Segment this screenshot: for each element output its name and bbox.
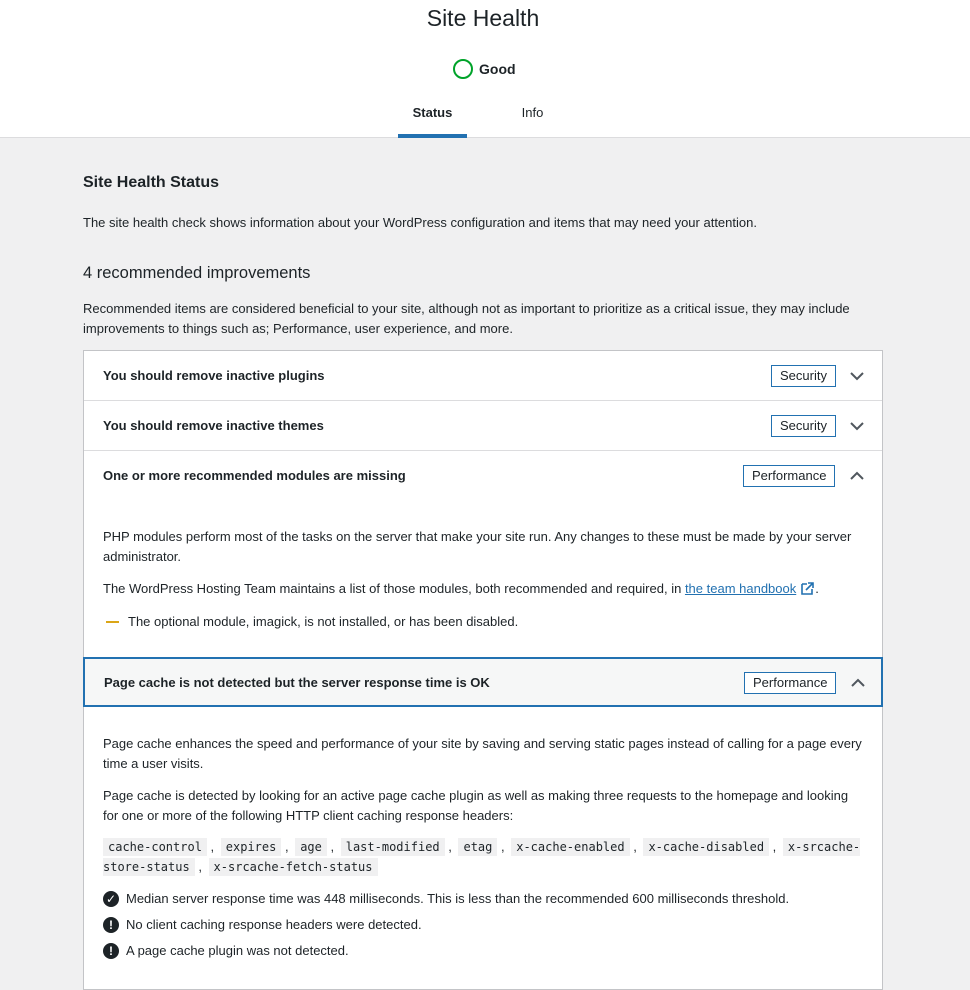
tab-status-label: Status [412, 105, 453, 120]
header-code: last-modified [341, 838, 445, 856]
warning-dash-icon [106, 621, 119, 623]
tab-status[interactable] [398, 103, 467, 138]
issue-title: Page cache is not detected but the server response time is OK [104, 675, 490, 690]
issue-inactive-themes[interactable] [84, 401, 882, 451]
result-no-headers [103, 915, 422, 935]
recommended-description: Recommended items are considered beneficial to your site, although not as important to prioritize as a critical issue, they may include improvements to things such as; Performance, user experience, and more. [83, 301, 850, 336]
section-title: Site Health Status [83, 174, 220, 191]
issue-title: One or more recommended modules are missing [103, 468, 406, 483]
chevron-up-icon [848, 467, 866, 485]
result-text: A page cache plugin was not detected. [126, 943, 349, 958]
issue-page-cache[interactable] [83, 657, 883, 707]
modules-description: PHP modules perform most of the tasks on the server that make your site run. Any changes to these must be made by your server administrator. [103, 529, 852, 564]
category-badge: Performance [743, 465, 835, 487]
handbook-text-suffix: . [815, 581, 819, 596]
health-rating [453, 59, 516, 79]
caching-headers-list: cache-control , expires , age , last-modified , etag , x-cache-enabled , x-cache-disabled , x-srcache-store-status , x-srcache-fetch-status [103, 839, 861, 874]
team-handbook-link[interactable]: the team handbook [684, 581, 797, 596]
header-code: expires [221, 838, 282, 856]
result-response-time [103, 889, 789, 909]
module-notice [103, 612, 518, 632]
notice-text: The optional module, imagick, is not installed, or has been disabled. [128, 614, 519, 629]
issues-accordion [83, 350, 883, 990]
tab-info-label: Info [521, 105, 544, 120]
warning-icon: ! [103, 917, 119, 933]
category-badge: Security [771, 415, 836, 437]
category-badge: Performance [744, 672, 836, 694]
result-no-plugin [103, 941, 349, 961]
page-header [0, 0, 970, 138]
issue-inactive-plugins[interactable] [84, 351, 882, 401]
result-text: No client caching response headers were detected. [126, 917, 422, 932]
health-rating-label: Good [479, 61, 516, 77]
chevron-up-icon [849, 674, 867, 692]
header-code: x-cache-enabled [511, 838, 629, 856]
chevron-down-icon [848, 417, 866, 435]
modules-handbook-text [103, 579, 863, 602]
page-title: Site Health [426, 5, 540, 31]
page-cache-detection-text: Page cache is detected by looking for an active page cache plugin as well as making three requests to the homepage and looking for one or more of the following HTTP client caching response headers: [103, 788, 849, 823]
result-text: Median server response time was 448 milliseconds. This is less than the recommended 600 milliseconds threshold. [126, 891, 790, 906]
header-code: x-srcache-store-status [103, 840, 861, 874]
tab-info[interactable] [498, 103, 567, 138]
checkmark-icon: ✓ [103, 891, 119, 907]
issue-title: You should remove inactive plugins [103, 368, 325, 383]
external-link-icon [800, 581, 815, 602]
progress-circle-icon [453, 59, 473, 79]
header-code: cache-control [103, 838, 207, 856]
intro-text: The site health check shows information about your WordPress configuration and items that may need your attention. [83, 215, 757, 230]
issue-title: You should remove inactive themes [103, 418, 324, 433]
header-code: x-cache-disabled [643, 838, 769, 856]
handbook-text-prefix: The WordPress Hosting Team maintains a list of those modules, both recommended and required, in [103, 581, 685, 596]
page-cache-description: Page cache enhances the speed and performance of your site by saving and serving static pages instead of calling for a page every time a user visits. [103, 736, 862, 771]
header-code: x-srcache-fetch-status [209, 858, 378, 876]
issues-count-heading: 4 recommended improvements [83, 264, 311, 282]
warning-icon: ! [103, 943, 119, 959]
issue-missing-modules[interactable] [84, 451, 882, 501]
category-badge: Security [771, 365, 836, 387]
chevron-down-icon [848, 367, 866, 385]
header-code: age [295, 838, 327, 856]
header-code: etag [458, 838, 497, 856]
